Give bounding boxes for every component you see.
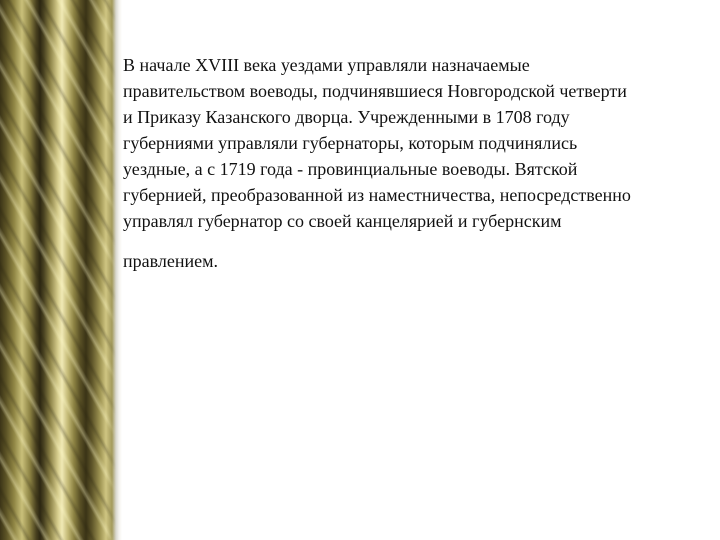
golden-pillar-decoration: [0, 0, 122, 540]
main-paragraph: В начале XVIII века уездами управляли назначаемые правительством воеводы, подчинявшиеся Новгородской четверти и Приказу Казанского дворца. Учрежденными в 1708 году губерниями управляли губернаторы, которым подчинялись уездные, а с 1719 года - провинциальные воеводы. Вятской губернией, преобразованной из наместничества, непосредственно управлял губернатор со своей канцелярией и губернским: [123, 55, 631, 231]
slide-text-block: [123, 52, 703, 274]
paragraph-continuation: правлением.: [123, 251, 219, 271]
